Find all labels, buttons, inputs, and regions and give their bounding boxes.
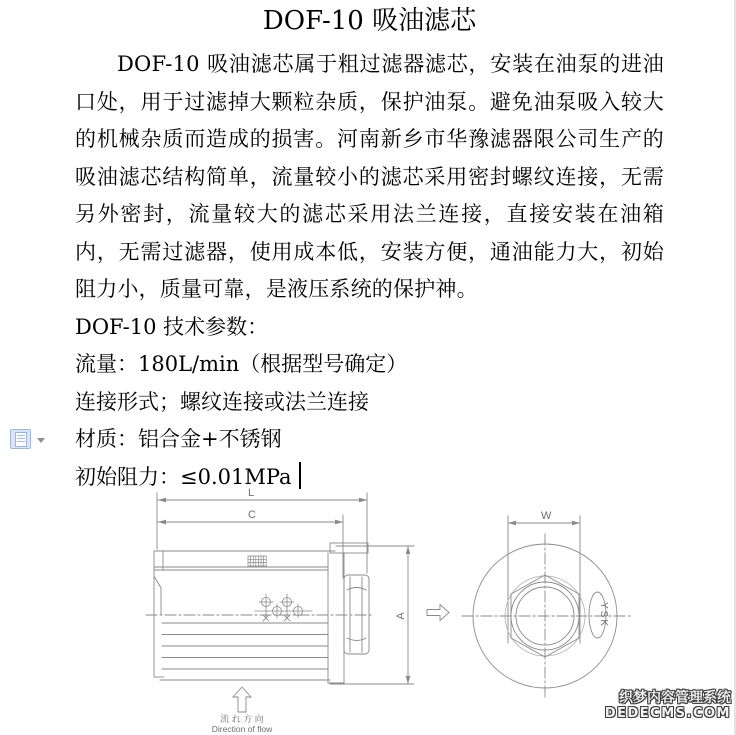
spec-initial-resistance-text: 初始阻力：≤0.01MPa [75, 464, 292, 489]
document-body [75, 0, 664, 496]
watermark-line1: 织梦内容管理系统 [619, 690, 731, 706]
dimension-W-label: W [541, 510, 552, 522]
watermark-line2: DEDECMS.COM [604, 706, 731, 721]
dimension-C-label: C [248, 509, 256, 521]
dimension-W [508, 510, 580, 643]
spec-material-text: 材质：铝合金+不锈钢 [75, 427, 282, 451]
flow-label-en: Direction of flow [211, 724, 273, 734]
weave-detail-symbol [255, 594, 312, 621]
dimension-A-label: A [395, 612, 407, 620]
dimension-L [157, 487, 367, 573]
spec-connection [75, 384, 664, 422]
page-title: DOF-10 吸油滤芯 [262, 6, 477, 36]
flow-direction [212, 687, 273, 734]
flow-label-jp: 流 れ 方 向 [220, 714, 264, 724]
spec-connection-text: 连接形式；螺纹连接或法兰连接 [75, 389, 369, 414]
spec-flow-rate-text: 流量：180L/min（根据型号确定） [75, 352, 408, 376]
view-direction-arrow-icon [427, 605, 449, 621]
filter-side-view [146, 487, 414, 734]
flow-up-arrow-icon [233, 687, 251, 712]
chevron-down-icon [37, 438, 45, 443]
brand-mark [589, 592, 609, 638]
spec-flow-rate [75, 346, 664, 384]
brand-mark-text: YSK [598, 601, 609, 629]
filter-end-view [462, 510, 630, 699]
intro-paragraph: DOF-10 吸油滤芯属于粗过滤器滤芯，安装在油泵的进油口处，用于过滤掉大颗粒杂质，保护油泵。避免油泵吸入较大的机械杂质而造成的损害。河南新乡市华豫滤器限公司生产的吸油滤芯结构简单，流量较小的滤芯采用密封螺纹连接，无需另外密封，流量较大的滤芯采用法兰连接，直接安装在油箱内，无需过滤器，使用成本低，安装方便，通油能力大，初始阻力小，质量可靠，是液压系统的保护神。 [75, 52, 664, 301]
specs-heading: DOF-10 技术参数： [75, 314, 269, 339]
dimension-L-label: L [248, 487, 255, 499]
watermark [605, 691, 731, 721]
paste-options-button[interactable] [10, 429, 45, 449]
spec-material [75, 421, 664, 459]
mesh-hatch-symbol [248, 556, 266, 566]
dimension-C [158, 509, 343, 578]
paste-options-icon [10, 429, 31, 449]
filter-body [146, 551, 372, 680]
end-fitting-side [328, 543, 369, 683]
